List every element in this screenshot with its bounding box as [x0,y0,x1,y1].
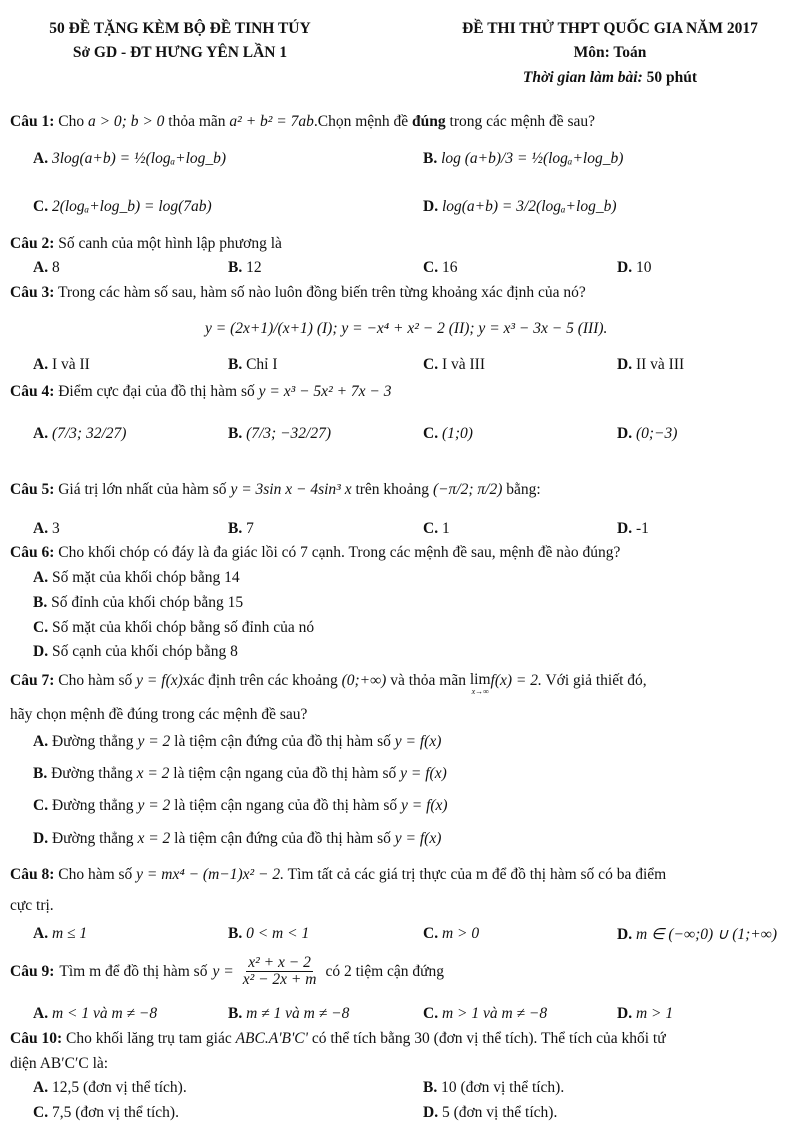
option-text: m > 1 [635,1005,674,1022]
q5-formula: y = 3sin x − 4sin³ x [230,481,352,498]
q9-option-a[interactable] [33,1005,157,1023]
q1-equation: a² + b² = 7ab [229,113,314,130]
q1-option-d[interactable] [423,198,617,216]
option-label: B. [33,765,48,782]
option-label: D. [617,926,633,943]
q2-text: Số canh của một hình lập phương là [58,235,282,252]
q3-formula: y = (2x+1)/(x+1) (I); y = −x⁴ + x² − 2 (II); y = x³ − 3x − 5 (III). [205,320,608,337]
option-label: D. [617,520,633,537]
q7-interval: (0;+∞) [341,672,387,689]
q10-post: có thể tích bằng 30 (đơn vị thể tích). Thể tích của khối tứ [311,1030,666,1047]
option-eq: y = 2 [137,733,171,750]
option-label: A. [33,520,49,537]
q7-line2: hãy chọn mệnh đề đúng trong các mệnh đề sau? [10,706,308,723]
q10-line2: diện AB′C′C là: [10,1055,109,1072]
question-6 [10,544,620,562]
option-label: D. [33,830,49,847]
option-eq: x = 2 [136,765,170,782]
option-post: là tiệm cận ngang của đồ thị hàm số [173,765,397,782]
option-text: 10 [635,259,652,276]
option-text: log (a+b)/3 = ½(logₐ+log_b) [441,150,624,167]
q5-option-b[interactable] [228,520,254,538]
q5-interval: (−π/2; π/2) [432,481,503,498]
option-text: Số mặt của khối chóp bằng số đỉnh của nó [51,619,315,636]
q5-label: Câu 5: [10,481,55,498]
q10-option-c[interactable] [33,1104,179,1122]
q6-option-c[interactable] [33,619,314,637]
option-label: B. [228,1005,243,1022]
option-label: B. [228,356,243,373]
question-4 [10,383,392,401]
option-label: A. [33,1005,49,1022]
q7-option-b[interactable] [33,765,447,783]
option-eq: y = 2 [137,797,171,814]
option-text: 12 [246,259,262,276]
q3-option-b[interactable] [228,356,278,374]
option-label: C. [423,425,439,442]
option-text: -1 [635,520,649,537]
q5-text: Giá trị lớn nhất của hàm số [58,481,227,498]
option-text: m ≤ 1 [51,925,88,942]
q1-option-a[interactable] [33,150,226,168]
option-text: I và II [51,356,90,373]
option-text: 3 [51,520,60,537]
q7-label: Câu 7: [10,672,55,689]
option-text: m ∈ (−∞;0) ∪ (1;+∞) [635,926,777,943]
q7-limit [470,672,491,696]
option-label: D. [617,259,633,276]
option-pre: Đường thẳng [51,733,134,750]
option-label: D. [617,425,633,442]
option-label: C. [423,259,439,276]
option-label: B. [228,520,243,537]
option-label: C. [33,619,49,636]
option-function: y = f(x) [400,765,447,782]
q7-post: Với giả thiết đó, [545,672,647,689]
q2-option-d[interactable] [617,259,651,277]
q10-option-b[interactable] [423,1079,564,1097]
option-label: A. [33,733,49,750]
q3-text: Trong các hàm số sau, hàm số nào luôn đồng biến trên từng khoảng xác định của nó? [57,284,586,301]
option-label: B. [228,259,243,276]
q1-pre: Cho [58,113,85,130]
q6-option-b[interactable] [33,594,243,612]
option-post: là tiệm cận đứng của đồ thị hàm số [174,830,391,847]
q8-option-c[interactable] [423,925,479,943]
q6-text: Cho khối chóp có đáy là đa giác lồi có 7 cạnh. Trong các mệnh đề sau, mệnh đề nào đúng? [58,544,621,561]
question-3 [10,284,586,302]
q10-pre: Cho khối lăng trụ tam giác [65,1030,232,1047]
option-text: m > 1 và m ≠ −8 [441,1005,548,1022]
header-right-line1: ĐỀ THI THỬ THPT QUỐC GIA NĂM 2017 [462,20,758,37]
q7-option-c[interactable] [33,797,448,815]
header-left-line1: 50 ĐỀ TẶNG KÈM BỘ ĐỀ TINH TÚY [49,20,311,37]
option-label: A. [33,425,49,442]
option-eq: x = 2 [137,830,171,847]
option-text: Số cạnh của khối chóp bằng 8 [51,643,238,660]
q9-option-b[interactable] [228,1005,349,1023]
q4-option-a[interactable] [33,425,126,443]
q3-option-c[interactable] [423,356,485,374]
option-label: C. [423,1005,439,1022]
option-text: 2(logₐ+log_b) = log(7ab) [51,198,212,215]
option-label: C. [423,356,439,373]
option-label: A. [33,259,49,276]
option-label: C. [423,925,439,942]
q7-lim-rest: f(x) = 2. [490,672,542,689]
q9-post: có 2 tiệm cận đứng [325,962,445,980]
q2-option-b[interactable] [228,259,262,277]
q7-mid1: xác định trên các khoảng [182,672,338,689]
q9-y: y = [212,962,234,980]
option-label: A. [33,356,49,373]
q10-option-d[interactable] [423,1104,557,1122]
q2-label: Câu 2: [10,235,55,252]
question-1 [10,113,595,131]
question-7 [10,672,647,696]
option-function: y = f(x) [394,733,442,750]
q2-option-c[interactable] [423,259,457,277]
option-text: 1 [441,520,450,537]
question-5 [10,481,541,499]
option-label: C. [33,1104,49,1121]
q1-condition: a > 0; b > 0 [87,113,165,130]
question-10 [10,1030,666,1048]
option-label: D. [33,643,49,660]
option-text: 7 [246,520,254,537]
q2-option-a[interactable] [33,259,60,277]
option-text: m ≠ 1 và m ≠ −8 [246,1005,350,1022]
option-text: log(a+b) = 3/2(logₐ+log_b) [441,198,617,215]
option-label: B. [228,425,243,442]
q8-pre: Cho hàm số [58,866,133,883]
question-2 [10,235,282,253]
q9-denominator: x² − 2x + m [242,971,317,989]
option-label: B. [228,925,243,942]
q9-option-d[interactable] [617,1005,673,1023]
q5-mid: trên khoảng [355,481,430,498]
q6-label: Câu 6: [10,544,55,561]
option-text: 12,5 (đơn vị thể tích). [51,1079,187,1096]
q7-function: y = f(x) [136,672,183,689]
q1-label: Câu 1: [10,113,55,130]
q6-option-d[interactable] [33,643,238,661]
q8-post: Tìm tất cả các giá trị thực của m để đồ thị hàm số có ba điểm [287,866,667,883]
q4-option-d[interactable] [617,425,677,443]
q1-option-b[interactable] [423,150,623,168]
q7-mid2: và thỏa mãn [390,672,466,689]
option-label: C. [33,797,49,814]
header-subject: Môn: Toán [573,44,647,61]
q4-label: Câu 4: [10,383,55,400]
option-text: Số mặt của khối chóp bằng 14 [51,569,240,586]
option-text: 0 < m < 1 [246,925,310,942]
option-post: là tiệm cận ngang của đồ thị hàm số [174,797,398,814]
q4-text: Điểm cực đại của đồ thị hàm số [58,383,255,400]
q1-option-c[interactable] [33,198,212,216]
option-text: I và III [441,356,485,373]
option-text: 7,5 (đơn vị thể tích). [51,1104,179,1121]
option-label: A. [33,925,49,942]
option-label: D. [423,198,439,215]
q4-formula: y = x³ − 5x² + 7x − 3 [258,383,392,400]
option-label: B. [423,150,438,167]
option-post: là tiệm cận đứng của đồ thị hàm số [174,733,391,750]
q5-option-c[interactable] [423,520,450,538]
q9-option-c[interactable] [423,1005,547,1023]
q5-option-a[interactable] [33,520,60,538]
option-text: Chỉ I [246,356,278,373]
q7-lim-sub: x→∞ [471,686,489,696]
q9-pre: Tìm m để đồ thị hàm số [59,962,208,980]
option-label: D. [617,1005,633,1022]
option-function: y = f(x) [394,830,442,847]
option-text: (0;−3) [635,425,678,442]
q1-post1: .Chọn mệnh đề [313,113,409,130]
q6-option-a[interactable] [33,569,240,587]
option-pre: Đường thẳng [51,830,134,847]
q7-lim: lim [469,671,491,688]
option-text: m > 0 [441,925,480,942]
q8-line2: cực trị. [10,897,54,914]
q3-option-a[interactable] [33,356,90,374]
option-label: C. [33,198,49,215]
option-text: 16 [441,259,458,276]
q8-option-b[interactable] [228,925,309,943]
option-label: A. [33,150,49,167]
option-text: Số đỉnh của khối chóp bằng 15 [51,594,244,611]
option-label: A. [33,569,49,586]
q7-pre: Cho hàm số [58,672,133,689]
q3-option-d[interactable] [617,356,684,374]
option-text: II và III [635,356,685,373]
q4-option-b[interactable] [228,425,331,443]
question-8 [10,866,666,884]
option-pre: Đường thẳng [51,765,133,782]
q8-option-a[interactable] [33,925,87,943]
q1-mid: thỏa mãn [168,113,226,130]
q5-post: bằng: [506,481,541,498]
option-function: y = f(x) [401,797,448,814]
q10-prism: ABC.A'B'C' [235,1030,308,1047]
q8-label: Câu 8: [10,866,55,883]
option-label: D. [423,1104,439,1121]
option-label: D. [617,356,633,373]
header-left-line2: Sở GD - ĐT HƯNG YÊN LẦN 1 [72,44,288,61]
q5-option-d[interactable] [617,520,649,538]
q8-formula: y = mx⁴ − (m−1)x² − 2. [136,866,285,883]
option-label: B. [33,594,48,611]
q7-option-a[interactable] [33,733,441,751]
option-text: (7/3; 32/27) [51,425,127,442]
option-text: m < 1 và m ≠ −8 [51,1005,158,1022]
q8-option-d[interactable] [617,925,777,944]
option-text: 10 (đơn vị thể tích). [441,1079,565,1096]
q9-fraction [241,955,319,989]
q10-option-a[interactable] [33,1079,187,1097]
option-text: (1;0) [441,425,473,442]
time-label: Thời gian làm bài: [522,69,643,86]
q4-option-c[interactable] [423,425,473,443]
question-9 [10,955,444,989]
option-text: (7/3; −32/27) [246,425,332,442]
option-label: B. [423,1079,438,1096]
option-pre: Đường thẳng [51,797,134,814]
option-label: A. [33,1079,49,1096]
q7-option-d[interactable] [33,830,441,848]
option-text: 8 [51,259,60,276]
q9-numerator: x² + x − 2 [248,954,311,971]
option-label: C. [423,520,439,537]
q3-label: Câu 3: [10,284,55,301]
q9-label: Câu 9: [10,962,55,980]
q10-label: Câu 10: [10,1030,63,1047]
q1-post2: trong các mệnh đề sau? [449,113,596,130]
header-time [430,69,790,87]
time-value: 50 phút [646,69,698,86]
option-text: 3log(a+b) = ½(logₐ+log_b) [51,150,227,167]
option-text: 5 (đơn vị thể tích). [441,1104,558,1121]
q1-bold: đúng [412,113,446,130]
